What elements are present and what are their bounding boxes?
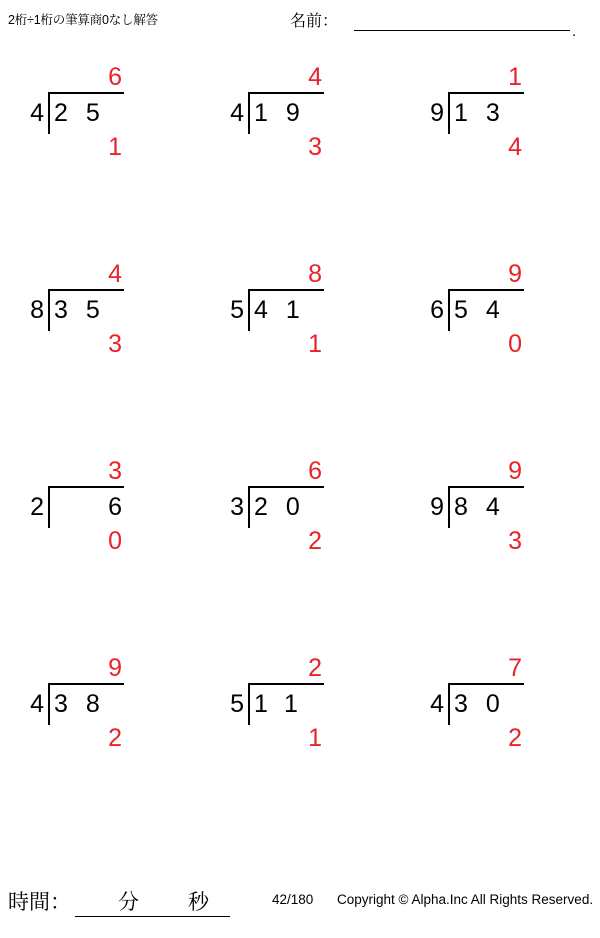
seconds-unit-label: 秒 — [188, 891, 209, 914]
remainder-value: 3 — [108, 330, 122, 358]
dividend-value: 84 — [454, 493, 518, 521]
dividend-value: 35 — [54, 296, 118, 324]
long-division — [218, 457, 382, 584]
division-bar-left — [448, 289, 450, 331]
long-division — [218, 654, 382, 781]
problem-cell — [400, 52, 600, 249]
page-title: 2桁÷1桁の筆算商0なし解答 — [8, 13, 158, 27]
division-bar-top — [48, 683, 124, 685]
trailing-mark: . — [572, 23, 577, 40]
quotient-value: 6 — [108, 63, 122, 91]
division-bar-top — [248, 486, 324, 488]
division-bar-top — [448, 683, 524, 685]
dividend-value: 54 — [454, 296, 518, 324]
dividend-value: 11 — [254, 690, 316, 718]
dividend-value: 38 — [54, 690, 118, 718]
division-bar-left — [448, 486, 450, 528]
problem-cell — [400, 446, 600, 643]
division-bar-top — [48, 486, 124, 488]
division-bar-left — [248, 92, 250, 134]
name-label: 名前： — [290, 13, 339, 30]
division-bar-top — [248, 683, 324, 685]
remainder-value: 0 — [508, 330, 522, 358]
remainder-value: 2 — [508, 724, 522, 752]
dividend-value: 13 — [454, 99, 518, 127]
long-division — [418, 63, 582, 190]
problem-grid — [0, 52, 600, 840]
quotient-value: 1 — [508, 63, 522, 91]
division-bar-left — [48, 683, 50, 725]
problem-cell — [0, 52, 200, 249]
division-bar-top — [48, 289, 124, 291]
divisor-value: 6 — [430, 296, 444, 324]
problem-row — [0, 643, 600, 840]
problem-cell — [200, 249, 400, 446]
long-division — [218, 63, 382, 190]
quotient-value: 4 — [308, 63, 322, 91]
problem-row — [0, 52, 600, 249]
page-number: 42/180 — [272, 892, 314, 907]
divisor-value: 4 — [30, 690, 44, 718]
division-bar-left — [48, 486, 50, 528]
problem-cell — [200, 643, 400, 840]
name-write-line[interactable] — [354, 30, 570, 31]
remainder-value: 2 — [308, 527, 322, 555]
quotient-value: 3 — [108, 457, 122, 485]
division-bar-left — [248, 289, 250, 331]
dividend-value: 6 — [108, 493, 122, 521]
dividend-value: 20 — [254, 493, 318, 521]
divisor-value: 4 — [230, 99, 244, 127]
name-field-area — [290, 6, 590, 40]
time-write-line[interactable] — [75, 916, 230, 917]
quotient-value: 2 — [308, 654, 322, 682]
quotient-value: 9 — [508, 457, 522, 485]
division-bar-left — [448, 683, 450, 725]
divisor-value: 9 — [430, 99, 444, 127]
divisor-value: 3 — [230, 493, 244, 521]
problem-cell — [400, 643, 600, 840]
remainder-value: 1 — [108, 133, 122, 161]
division-bar-top — [248, 289, 324, 291]
divisor-value: 5 — [230, 296, 244, 324]
remainder-value: 3 — [508, 527, 522, 555]
problem-cell — [0, 249, 200, 446]
problem-cell — [0, 446, 200, 643]
long-division — [18, 457, 182, 584]
remainder-value: 2 — [108, 724, 122, 752]
quotient-value: 8 — [308, 260, 322, 288]
problem-cell — [200, 52, 400, 249]
worksheet-header — [0, 0, 600, 46]
divisor-value: 2 — [30, 493, 44, 521]
division-bar-top — [448, 486, 524, 488]
divisor-value: 4 — [30, 99, 44, 127]
division-bar-top — [248, 92, 324, 94]
quotient-value: 6 — [308, 457, 322, 485]
remainder-value: 1 — [308, 330, 322, 358]
remainder-value: 4 — [508, 133, 522, 161]
division-bar-top — [448, 289, 524, 291]
problem-row — [0, 446, 600, 643]
dividend-value: 25 — [54, 99, 118, 127]
quotient-value: 9 — [108, 654, 122, 682]
division-bar-left — [48, 92, 50, 134]
dividend-value: 41 — [254, 296, 318, 324]
dividend-value: 19 — [254, 99, 318, 127]
quotient-value: 9 — [508, 260, 522, 288]
divisor-value: 4 — [430, 690, 444, 718]
divisor-value: 8 — [30, 296, 44, 324]
long-division — [218, 260, 382, 387]
division-bar-left — [248, 683, 250, 725]
long-division — [418, 260, 582, 387]
problem-cell — [0, 643, 200, 840]
divisor-value: 9 — [430, 493, 444, 521]
problem-cell — [400, 249, 600, 446]
division-bar-top — [448, 92, 524, 94]
problem-row — [0, 249, 600, 446]
long-division — [18, 63, 182, 190]
division-bar-left — [248, 486, 250, 528]
long-division — [18, 654, 182, 781]
division-bar-left — [448, 92, 450, 134]
dividend-value: 30 — [454, 690, 518, 718]
long-division — [18, 260, 182, 387]
long-division — [418, 654, 582, 781]
copyright-text: Copyright © Alpha.Inc All Rights Reserved. — [337, 892, 594, 907]
problem-cell — [200, 446, 400, 643]
long-division — [418, 457, 582, 584]
worksheet-footer — [0, 878, 600, 938]
divisor-value: 5 — [230, 690, 244, 718]
remainder-value: 3 — [308, 133, 322, 161]
quotient-value: 7 — [508, 654, 522, 682]
time-label: 時間： — [8, 891, 71, 914]
division-bar-left — [48, 289, 50, 331]
remainder-value: 1 — [308, 724, 322, 752]
division-bar-top — [48, 92, 124, 94]
remainder-value: 0 — [108, 527, 122, 555]
minutes-unit-label: 分 — [118, 891, 139, 914]
quotient-value: 4 — [108, 260, 122, 288]
